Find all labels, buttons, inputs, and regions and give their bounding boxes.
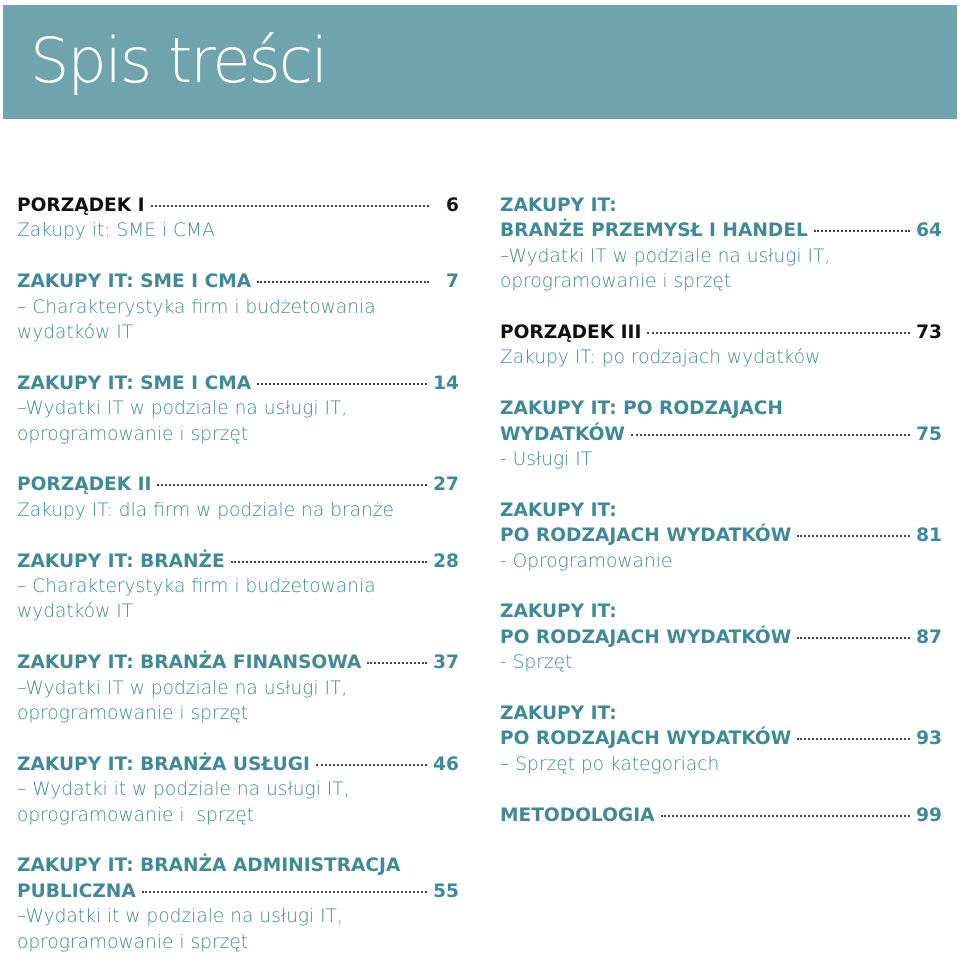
- toc-entry[interactable]: [17, 650, 459, 726]
- toc-entry-title: ZAKUPY IT: BRANŻE: [17, 550, 225, 572]
- toc-right-column: [500, 193, 942, 853]
- toc-page-number: 46: [433, 753, 459, 775]
- toc-page-number: 14: [433, 372, 459, 394]
- toc-entry-heading: [17, 549, 459, 574]
- toc-entry-description: - Oprogramowanie: [500, 550, 673, 572]
- toc-entry-title: PORZĄDEK II: [17, 474, 152, 496]
- toc-entry[interactable]: [17, 269, 459, 345]
- toc-entry-heading: [500, 422, 942, 447]
- toc-page-number: 37: [433, 652, 459, 674]
- toc-page-number: 99: [916, 804, 942, 826]
- toc-entry-description: - Sprzęt: [500, 652, 573, 674]
- toc-page-number: 7: [446, 271, 459, 293]
- toc-entry-description: oprogramowanie i sprzęt: [500, 271, 732, 293]
- toc-entry-description: –Wydatki IT w podziale na usługi IT,: [17, 398, 348, 420]
- toc-left-column: [17, 193, 459, 980]
- dot-leader: [157, 484, 427, 486]
- toc-entry-title: METODOLOGIA: [500, 804, 655, 826]
- toc-entry-description: oprogramowanie i sprzęt: [17, 804, 254, 826]
- dot-leader: [631, 434, 910, 436]
- dot-leader: [367, 662, 427, 664]
- dot-leader: [257, 281, 429, 283]
- toc-entry-description: –Wydatki IT w podziale na usługi IT,: [17, 677, 348, 699]
- toc-entry-heading: [500, 523, 942, 548]
- toc-entry-title: WYDATKÓW: [500, 423, 625, 445]
- toc-entry-description: –Wydatki it w podziale na usługi IT,: [17, 906, 343, 928]
- toc-entry-description: oprogramowanie i sprzęt: [17, 703, 249, 725]
- toc-entry-description: oprogramowanie i sprzęt: [17, 931, 249, 953]
- toc-page-number: 93: [916, 728, 942, 750]
- toc-entry[interactable]: [500, 498, 942, 574]
- toc-page-number: 73: [916, 322, 942, 344]
- dot-leader: [661, 815, 911, 817]
- toc-entry-description: – Charakterystyka firm i budżetowania: [17, 296, 376, 318]
- toc-entry-description: – Wydatki it w podziale na usługi IT,: [17, 779, 350, 801]
- toc-entry-heading: [17, 879, 459, 904]
- toc-entry-heading: [500, 625, 942, 650]
- toc-entry-heading: [17, 472, 459, 497]
- dot-leader: [316, 764, 427, 766]
- toc-page-number: 81: [916, 525, 942, 547]
- toc-page-number: 27: [433, 474, 459, 496]
- toc-entry[interactable]: [17, 752, 459, 828]
- title-banner: [3, 5, 957, 119]
- toc-entry-heading: [500, 726, 942, 751]
- toc-page-number: 28: [433, 550, 459, 572]
- toc-entry[interactable]: [500, 320, 942, 371]
- toc-entry-description: wydatków IT: [17, 601, 134, 623]
- dot-leader: [151, 205, 429, 207]
- toc-page-number: 75: [916, 423, 942, 445]
- toc-entry-title: PORZĄDEK III: [500, 322, 642, 344]
- page-title: Spis treści: [30, 24, 327, 97]
- toc-entry[interactable]: [17, 193, 459, 244]
- toc-entry-title: PO RODZAJACH WYDATKÓW: [500, 728, 792, 750]
- toc-page-number: 6: [446, 195, 459, 216]
- toc-entry-heading: ZAKUPY IT:: [500, 601, 617, 623]
- toc-entry-title: PUBLICZNA: [17, 880, 136, 902]
- toc-entry-title: ZAKUPY IT: SME I CMA: [17, 372, 252, 394]
- toc-entry-description: – Charakterystyka firm i budżetowania: [17, 576, 376, 598]
- toc-entry[interactable]: [17, 853, 459, 955]
- dot-leader: [142, 891, 427, 893]
- toc-entry-description: – Sprzęt po kategoriach: [500, 753, 720, 775]
- toc-entry-heading: [17, 371, 459, 396]
- toc-entry-heading: [17, 650, 459, 675]
- toc-entry-description: oprogramowanie i sprzęt: [17, 423, 249, 445]
- toc-entry[interactable]: [500, 396, 942, 472]
- toc-entry[interactable]: [17, 549, 459, 625]
- toc-entry-description: Zakupy IT: po rodzajach wydatków: [500, 347, 821, 369]
- toc-entry-heading: [17, 269, 459, 294]
- toc-entry[interactable]: [500, 193, 942, 295]
- toc-entry-title: ZAKUPY IT: SME I CMA: [17, 271, 252, 293]
- toc-entry-description: –Wydatki IT w podziale na usługi IT,: [500, 245, 831, 267]
- dot-leader: [647, 332, 910, 334]
- toc-page-number: 87: [916, 626, 942, 648]
- dot-leader: [797, 738, 910, 740]
- toc-entry-title: PORZĄDEK I: [17, 195, 145, 216]
- toc-entry-heading: ZAKUPY IT: PO RODZAJACH: [500, 398, 783, 420]
- toc-entry-heading: [500, 320, 942, 345]
- toc-entry[interactable]: [500, 701, 942, 777]
- toc-entry[interactable]: [17, 371, 459, 447]
- dot-leader: [814, 230, 910, 232]
- toc-entry-heading: ZAKUPY IT:: [500, 195, 617, 216]
- toc-entry-title: PO RODZAJACH WYDATKÓW: [500, 525, 792, 547]
- toc-entry-heading: [17, 193, 459, 218]
- toc-entry[interactable]: [500, 803, 942, 828]
- toc-entry-heading: ZAKUPY IT:: [500, 499, 617, 521]
- toc-page-number: 64: [916, 220, 942, 242]
- dot-leader: [797, 535, 910, 537]
- toc-entry-title: ZAKUPY IT: BRANŻA FINANSOWA: [17, 652, 362, 674]
- toc-entry-heading: [500, 803, 942, 828]
- toc-entry[interactable]: [17, 472, 459, 523]
- dot-leader: [231, 561, 427, 563]
- dot-leader: [797, 637, 910, 639]
- toc-entry[interactable]: [500, 599, 942, 675]
- toc-entry-description: wydatków IT: [17, 322, 134, 344]
- toc-entry-description: Zakupy it: SME i CMA: [17, 220, 215, 242]
- toc-entry-description: Zakupy IT: dla firm w podziale na branże: [17, 499, 394, 521]
- toc-entry-description: - Usługi IT: [500, 449, 593, 471]
- toc-entry-title: BRANŻE PRZEMYSŁ I HANDEL: [500, 220, 808, 242]
- toc-entry-heading: ZAKUPY IT:: [500, 703, 617, 725]
- toc-entry-heading: [500, 218, 942, 243]
- toc-entry-heading: ZAKUPY IT: BRANŻA ADMINISTRACJA: [17, 855, 401, 877]
- toc-entry-title: ZAKUPY IT: BRANŻA USŁUGI: [17, 753, 310, 775]
- toc-page-number: 55: [433, 880, 459, 902]
- toc-entry-heading: [17, 752, 459, 777]
- toc-entry-title: PO RODZAJACH WYDATKÓW: [500, 626, 792, 648]
- dot-leader: [257, 383, 427, 385]
